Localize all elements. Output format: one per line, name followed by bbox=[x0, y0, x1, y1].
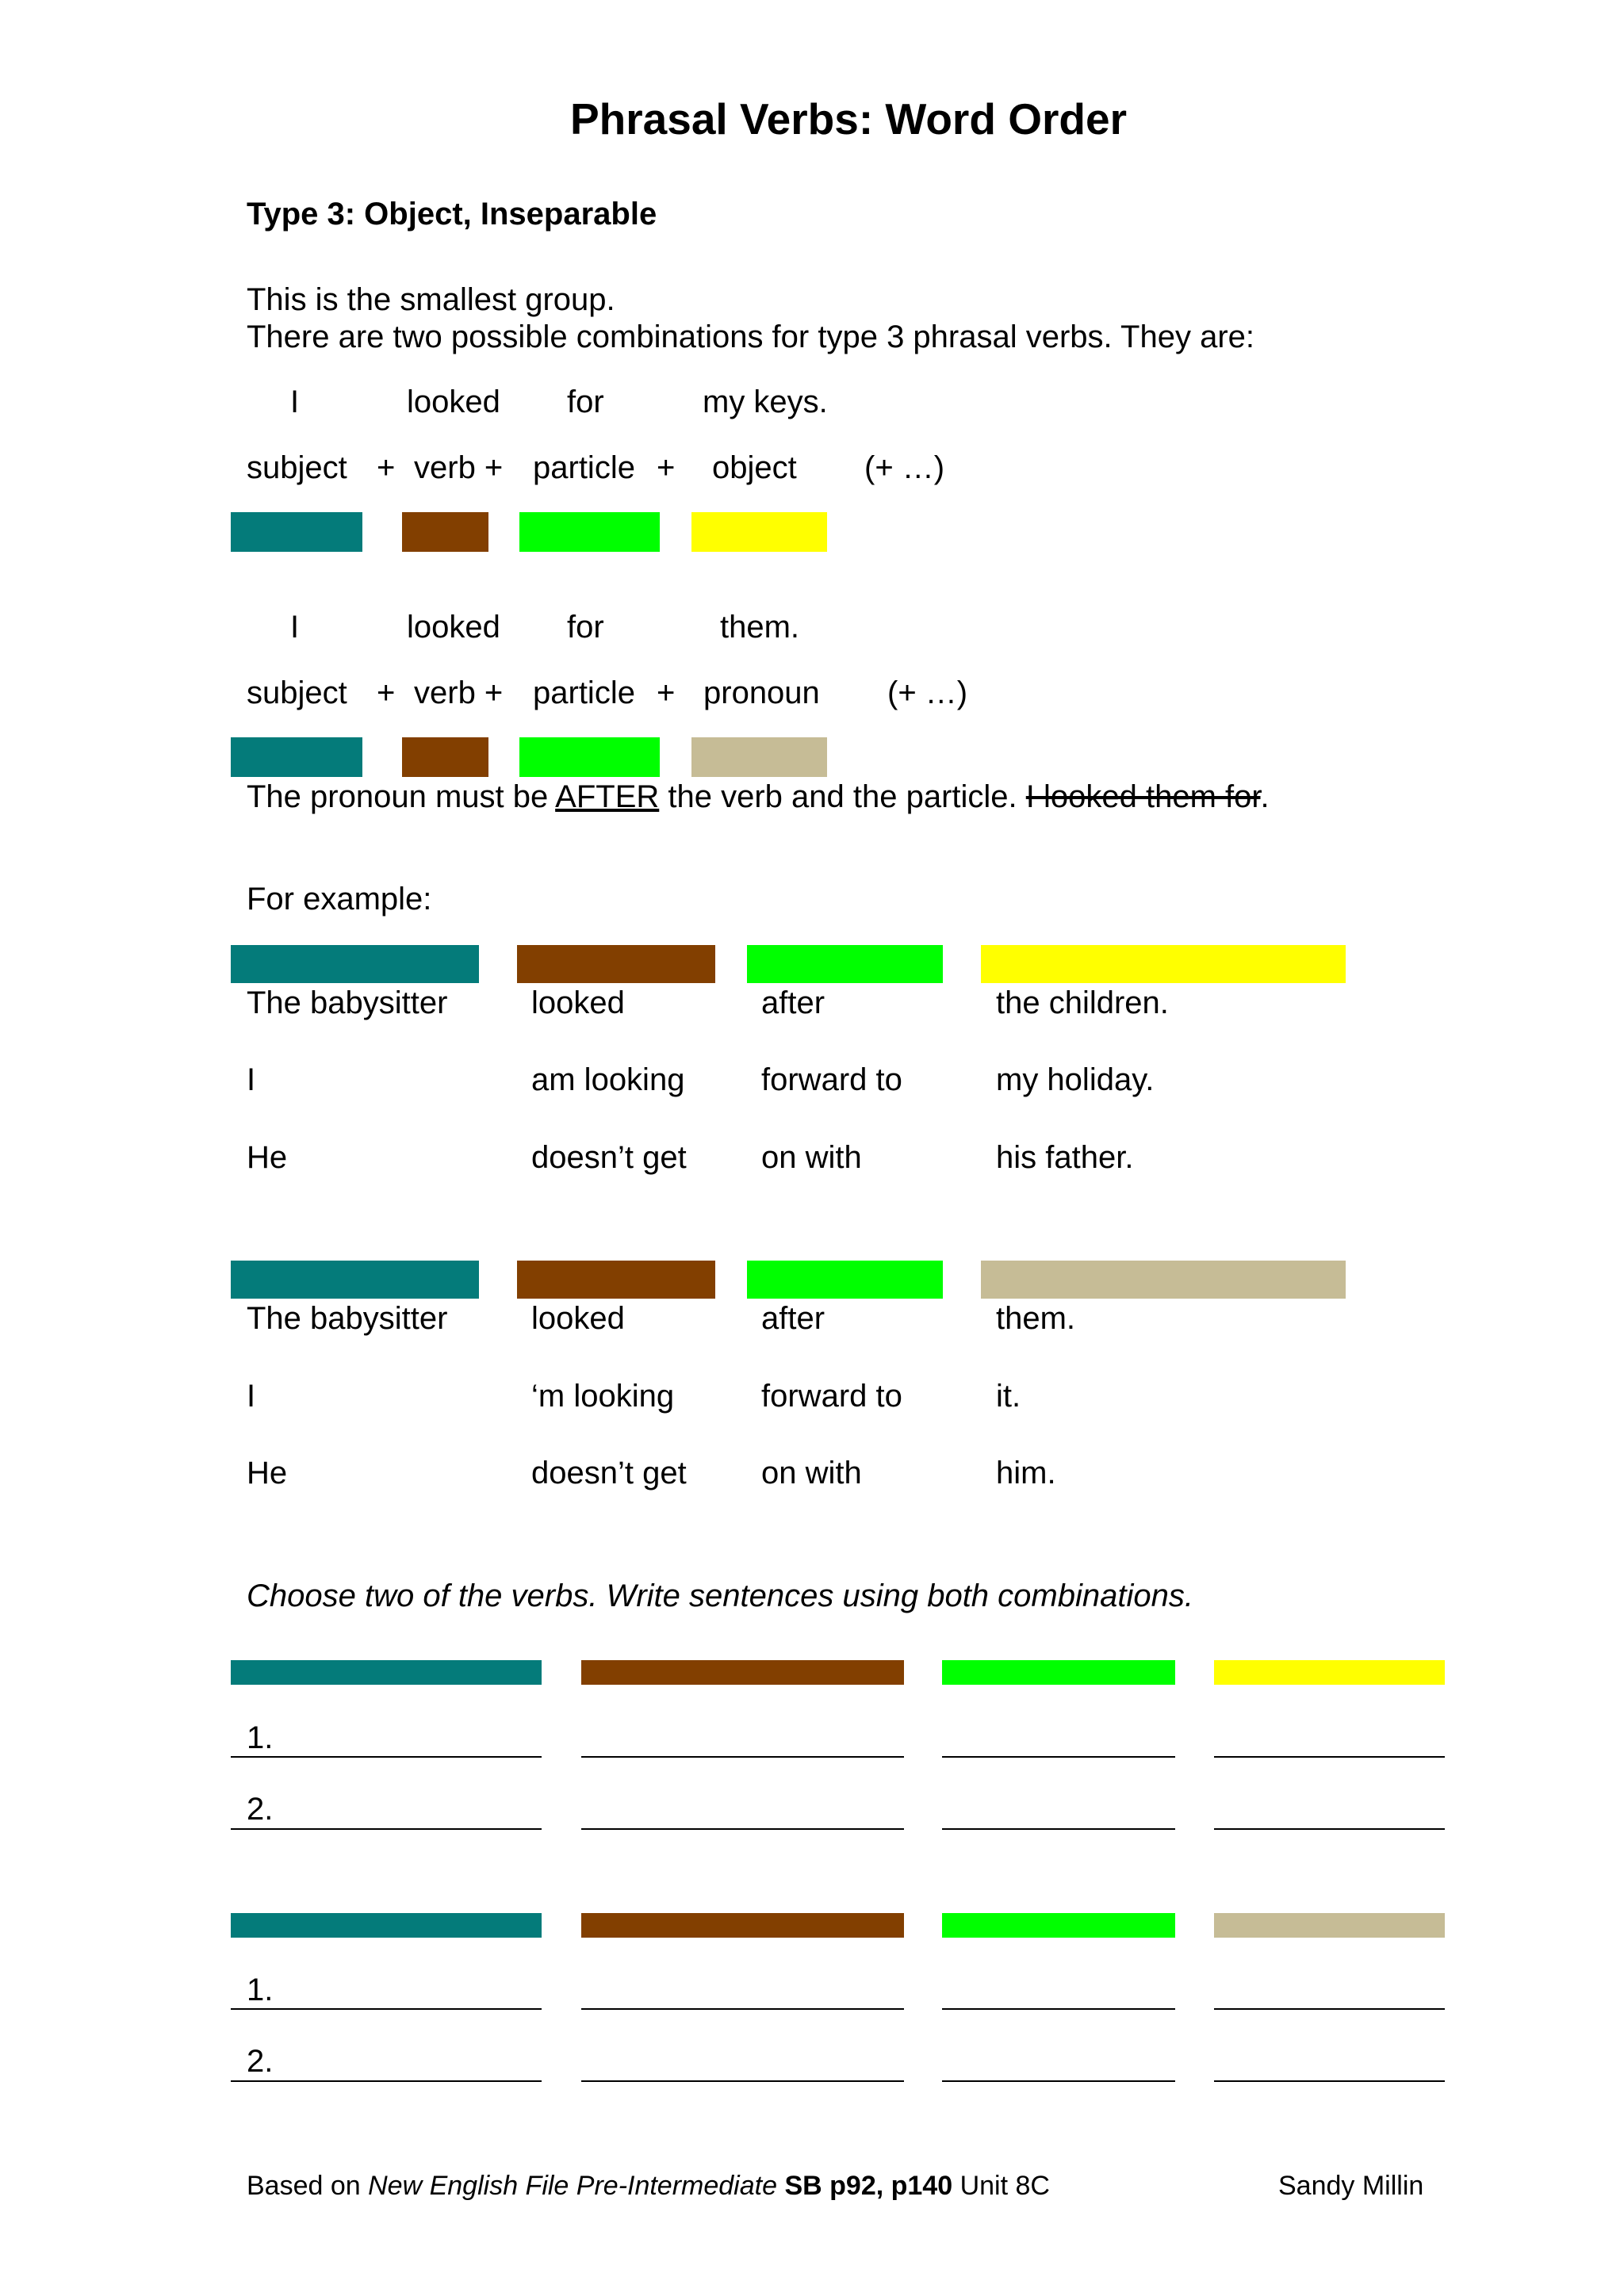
label-plus: + bbox=[657, 450, 676, 485]
table-cell-particle: on with bbox=[761, 1456, 862, 1490]
subject-color-bar bbox=[231, 1261, 479, 1299]
table-cell-subject: The babysitter bbox=[247, 985, 448, 1020]
subject-color-bar bbox=[231, 737, 362, 777]
answer-line-verb[interactable] bbox=[581, 2080, 904, 2082]
answer-line-pronoun[interactable] bbox=[1214, 2008, 1445, 2010]
table-cell-verb: ‘m looking bbox=[531, 1379, 675, 1414]
answer-line-object[interactable] bbox=[1214, 1828, 1445, 1830]
book-title: New English File Pre-Intermediate bbox=[368, 2171, 778, 2201]
object-color-bar bbox=[981, 945, 1346, 983]
table-cell-particle: forward to bbox=[761, 1379, 902, 1414]
particle-color-bar bbox=[747, 1261, 943, 1299]
answer-line-subject[interactable] bbox=[231, 2008, 542, 2010]
pronoun-color-bar bbox=[981, 1261, 1346, 1299]
particle-color-bar bbox=[519, 512, 660, 552]
label-plus: + bbox=[377, 450, 396, 485]
subject-color-bar bbox=[231, 512, 362, 552]
verb-color-bar bbox=[517, 1261, 715, 1299]
table-cell-subject: I bbox=[247, 1379, 256, 1414]
table-cell-pronoun: them. bbox=[996, 1301, 1076, 1336]
label-subject: subject bbox=[247, 675, 347, 710]
exercise-number: 1. bbox=[247, 1973, 274, 2007]
label-verb: verb + bbox=[414, 450, 504, 485]
example-particle: for bbox=[567, 610, 604, 645]
pronoun-color-bar bbox=[691, 737, 827, 777]
exercise-number: 2. bbox=[247, 2044, 274, 2079]
footer-source bbox=[247, 2171, 1050, 2202]
page-title: Phrasal Verbs: Word Order bbox=[569, 94, 1127, 144]
table-cell-object: the children. bbox=[996, 985, 1169, 1020]
pronoun-color-bar bbox=[1214, 1913, 1445, 1938]
example-verb: looked bbox=[407, 610, 500, 645]
table-cell-subject: The babysitter bbox=[247, 1301, 448, 1336]
particle-color-bar bbox=[942, 1913, 1175, 1938]
pronoun-rule bbox=[247, 778, 1270, 816]
example-subject: I bbox=[290, 610, 300, 645]
example-verb: looked bbox=[407, 385, 500, 419]
example-pronoun: them. bbox=[720, 610, 800, 645]
label-pronoun: pronoun bbox=[703, 675, 820, 710]
label-particle: particle bbox=[533, 450, 635, 485]
answer-line-subject[interactable] bbox=[231, 1828, 542, 1830]
answer-line-subject[interactable] bbox=[231, 2080, 542, 2082]
table-cell-subject: He bbox=[247, 1456, 288, 1490]
answer-line-particle[interactable] bbox=[942, 1756, 1175, 1758]
verb-color-bar bbox=[517, 945, 715, 983]
table-cell-verb: doesn’t get bbox=[531, 1456, 687, 1490]
example-subject: I bbox=[290, 385, 300, 419]
table-cell-subject: He bbox=[247, 1140, 288, 1175]
verb-color-bar bbox=[402, 512, 488, 552]
answer-line-verb[interactable] bbox=[581, 1828, 904, 1830]
subject-color-bar bbox=[231, 1660, 542, 1685]
subject-color-bar bbox=[231, 1913, 542, 1938]
answer-line-verb[interactable] bbox=[581, 1756, 904, 1758]
table-cell-particle: after bbox=[761, 1301, 825, 1336]
table-cell-subject: I bbox=[247, 1062, 256, 1097]
rule-text: The pronoun must be bbox=[247, 779, 556, 814]
rule-emphasis: AFTER bbox=[555, 779, 660, 814]
table-cell-pronoun: him. bbox=[996, 1456, 1056, 1490]
type-heading: Type 3: Object, Inseparable bbox=[247, 197, 657, 232]
particle-color-bar bbox=[519, 737, 660, 777]
table-cell-particle: after bbox=[761, 985, 825, 1020]
incorrect-example: I looked them for bbox=[1025, 779, 1261, 814]
book-unit: Unit 8C bbox=[952, 2171, 1050, 2201]
example-object: my keys. bbox=[703, 385, 828, 419]
object-color-bar bbox=[691, 512, 827, 552]
intro-line-2: There are two possible combinations for type 3 phrasal verbs. They are: bbox=[247, 320, 1255, 354]
label-verb: verb + bbox=[414, 675, 504, 710]
footer-text: Based on bbox=[247, 2171, 369, 2201]
intro-line-1: This is the smallest group. bbox=[247, 282, 615, 317]
footer-author: Sandy Millin bbox=[1278, 2171, 1424, 2201]
particle-color-bar bbox=[942, 1660, 1175, 1685]
table-cell-object: my holiday. bbox=[996, 1062, 1155, 1097]
label-plus: + bbox=[657, 675, 676, 710]
answer-line-particle[interactable] bbox=[942, 1828, 1175, 1830]
object-color-bar bbox=[1214, 1660, 1445, 1685]
answer-line-particle[interactable] bbox=[942, 2080, 1175, 2082]
table-cell-verb: looked bbox=[531, 985, 625, 1020]
label-optional: (+ …) bbox=[887, 675, 968, 710]
answer-line-subject[interactable] bbox=[231, 1756, 542, 1758]
verb-color-bar bbox=[402, 737, 488, 777]
table-cell-verb: looked bbox=[531, 1301, 625, 1336]
book-pages: SB p92, p140 bbox=[777, 2171, 953, 2201]
table-cell-verb: doesn’t get bbox=[531, 1140, 687, 1175]
answer-line-verb[interactable] bbox=[581, 2008, 904, 2010]
table-cell-particle: on with bbox=[761, 1140, 862, 1175]
particle-color-bar bbox=[747, 945, 943, 983]
subject-color-bar bbox=[231, 945, 479, 983]
verb-color-bar bbox=[581, 1660, 904, 1685]
label-object: object bbox=[712, 450, 797, 485]
table-cell-particle: forward to bbox=[761, 1062, 902, 1097]
table-cell-object: his father. bbox=[996, 1140, 1134, 1175]
answer-line-object[interactable] bbox=[1214, 1756, 1445, 1758]
label-particle: particle bbox=[533, 675, 635, 710]
task-instruction: Choose two of the verbs. Write sentences using both combinations. bbox=[247, 1578, 1193, 1613]
exercise-number: 2. bbox=[247, 1792, 274, 1827]
label-subject: subject bbox=[247, 450, 347, 485]
table-cell-pronoun: it. bbox=[996, 1379, 1021, 1414]
example-particle: for bbox=[567, 385, 604, 419]
answer-line-particle[interactable] bbox=[942, 2008, 1175, 2010]
label-plus: + bbox=[377, 675, 396, 710]
answer-line-pronoun[interactable] bbox=[1214, 2080, 1445, 2082]
rule-text: . bbox=[1260, 779, 1270, 814]
rule-text: the verb and the particle. bbox=[659, 779, 1026, 814]
verb-color-bar bbox=[581, 1913, 904, 1938]
for-example-label: For example: bbox=[247, 882, 432, 916]
table-cell-verb: am looking bbox=[531, 1062, 685, 1097]
exercise-number: 1. bbox=[247, 1720, 274, 1755]
label-optional: (+ …) bbox=[864, 450, 945, 485]
